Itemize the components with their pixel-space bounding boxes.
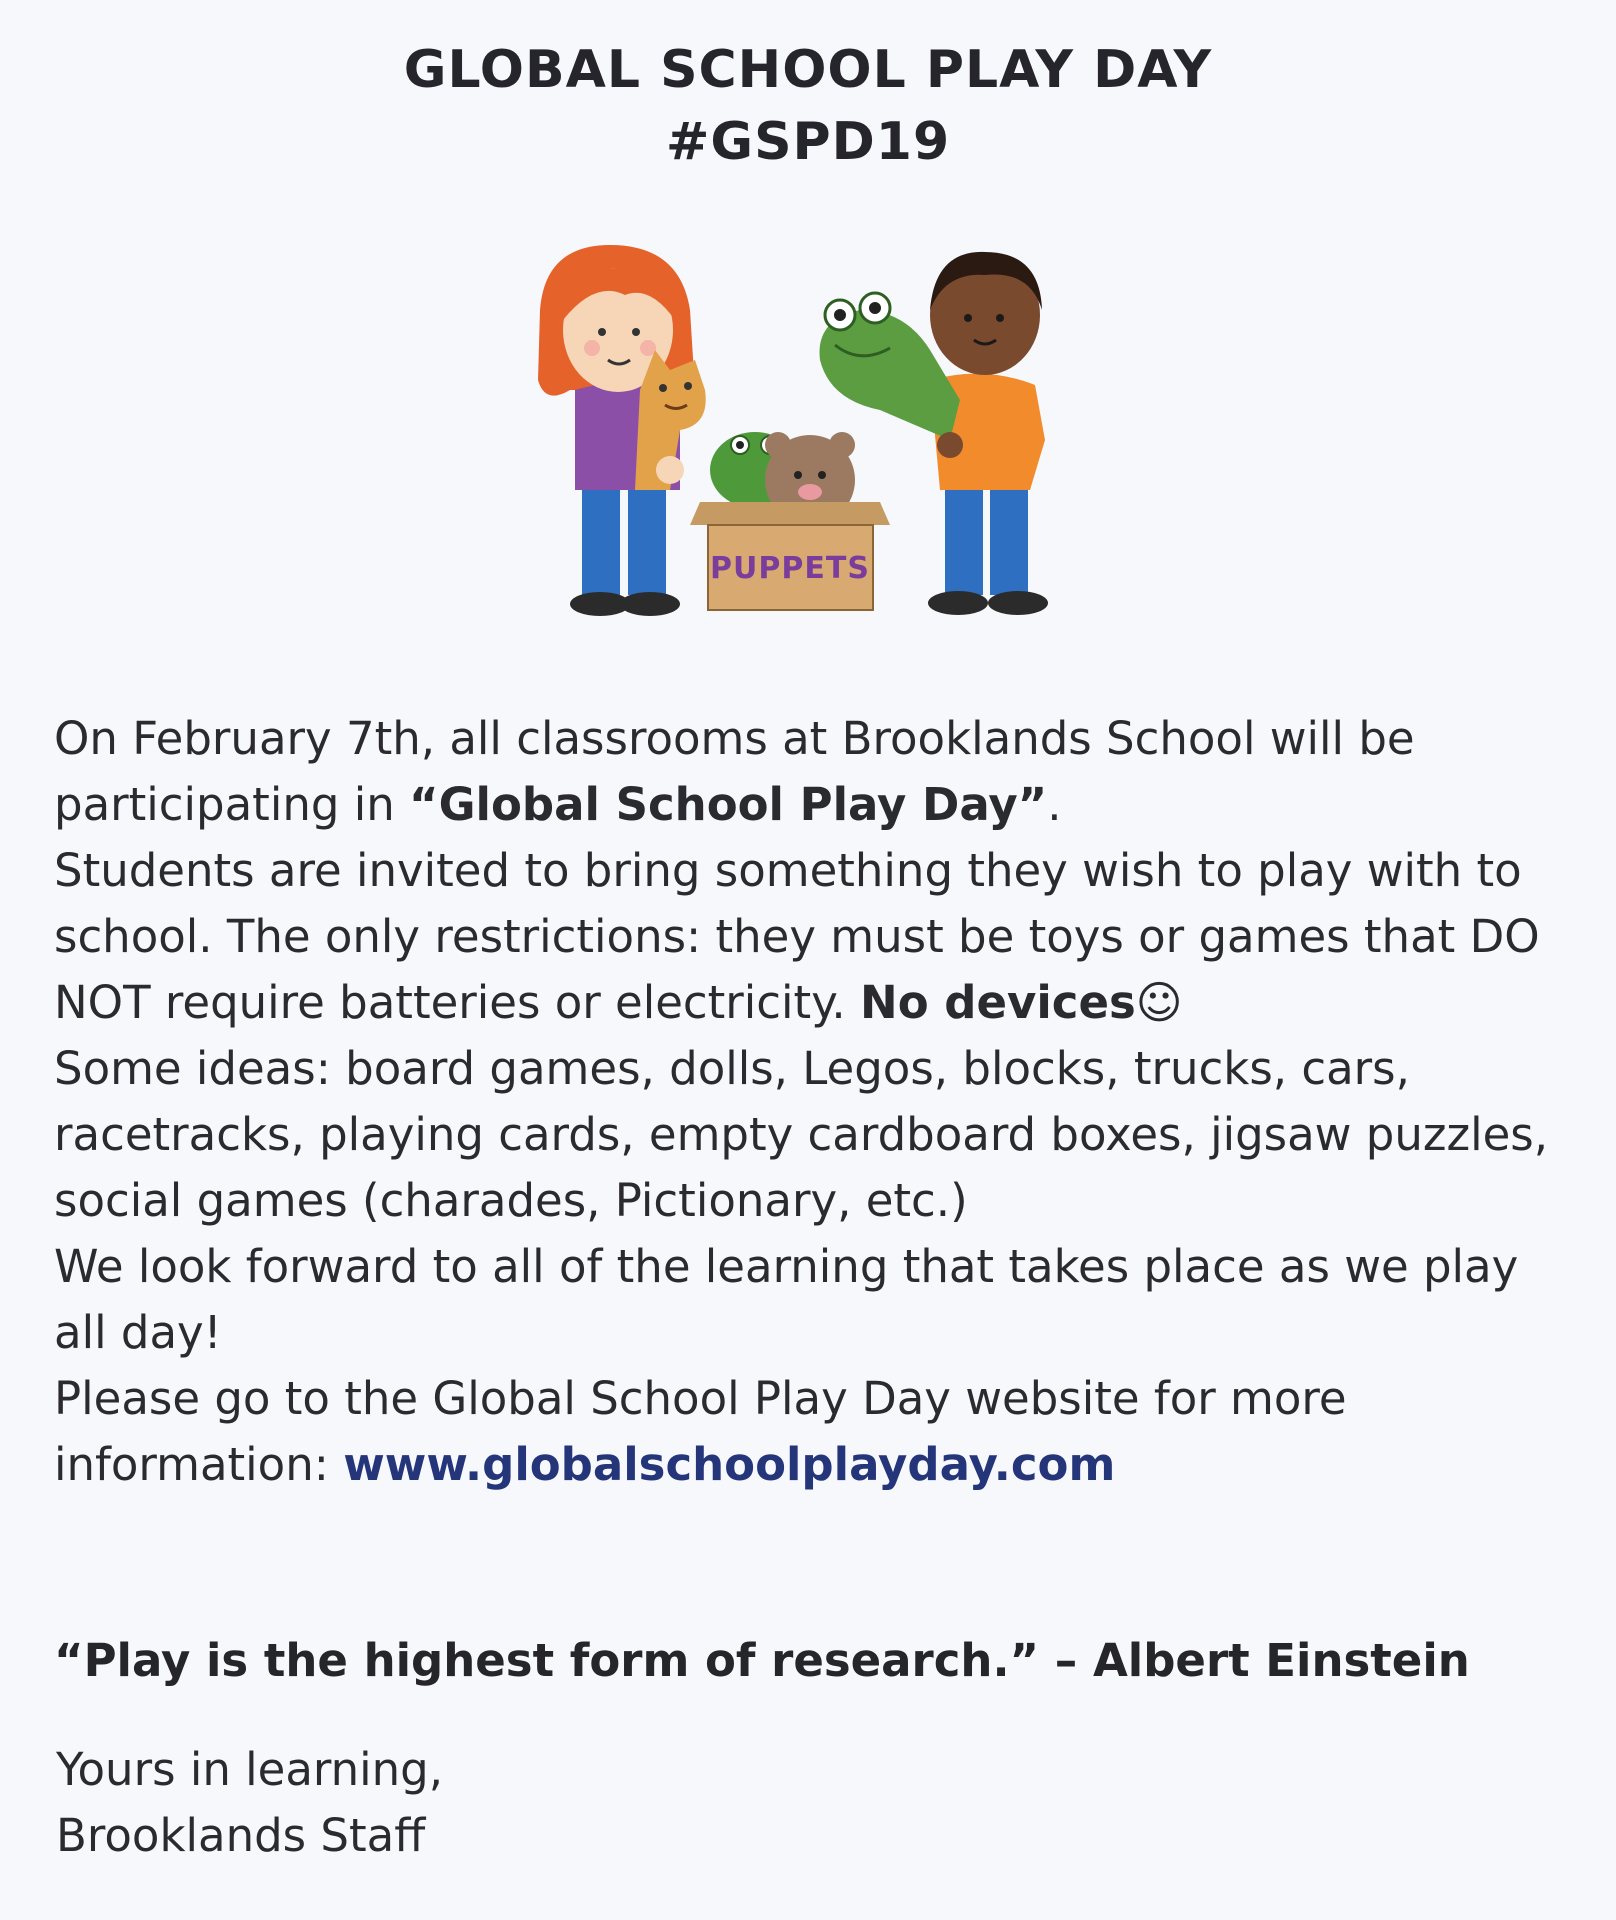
website-paragraph: Please go to the Global School Play Day website for more information: www.globalschoolplayday.com bbox=[54, 1372, 1347, 1491]
no-devices-note: No devices☺ bbox=[860, 976, 1183, 1029]
ideas-paragraph: Some ideas: board games, dolls, Legos, blocks, trucks, cars, racetracks, playing cards, empty cardboard boxes, jigsaw puzzles, social games (charades, Pictionary, etc.) bbox=[54, 1042, 1549, 1227]
signature-line: Brooklands Staff bbox=[56, 1809, 426, 1862]
website-link[interactable]: www.globalschoolplayday.com bbox=[343, 1438, 1116, 1491]
box-label: PUPPETS bbox=[710, 551, 870, 586]
kids-with-puppets-illustration bbox=[530, 240, 1070, 630]
einstein-quote: “Play is the highest form of research.” – Albert Einstein bbox=[54, 1634, 1470, 1687]
announcement-paragraph: On February 7th, all classrooms at Brooklands School will be participating in “Global School Play Day”. bbox=[54, 712, 1415, 831]
closing-signature bbox=[56, 1737, 1056, 1869]
restrictions-paragraph: Students are invited to bring something they wish to play with to school. The only restrictions: they must be toys or games that DO NOT require batteries or electricity. No devices☺ bbox=[54, 844, 1540, 1029]
page-title: GLOBAL SCHOOL PLAY DAY bbox=[403, 40, 1213, 100]
flyer-body bbox=[54, 706, 1574, 1498]
puppet-box bbox=[690, 432, 890, 610]
girl-figure bbox=[538, 245, 706, 616]
hashtag: #GSPD19 bbox=[665, 112, 951, 172]
learning-paragraph: We look forward to all of the learning that takes place as we play all day! bbox=[54, 1240, 1519, 1359]
flyer-header bbox=[0, 34, 1616, 178]
event-name: “Global School Play Day” bbox=[409, 778, 1048, 831]
closing-line: Yours in learning, bbox=[56, 1743, 444, 1796]
